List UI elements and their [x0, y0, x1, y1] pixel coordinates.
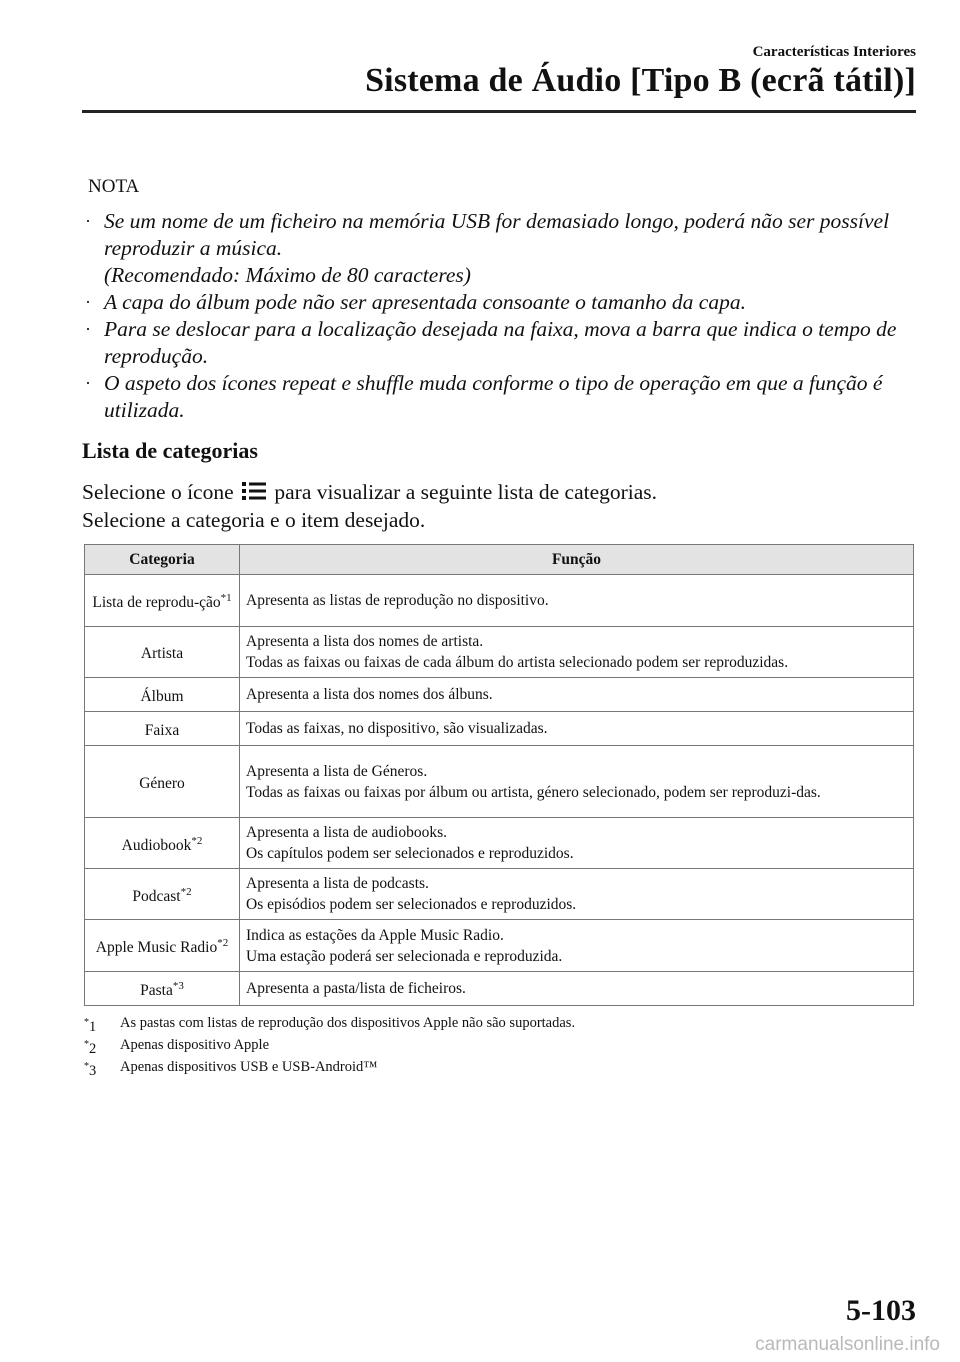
function-cell: Apresenta as listas de reprodução no dispositivo.: [240, 575, 914, 627]
page-title: Sistema de Áudio [Tipo B (ecrã tátil)]: [365, 62, 916, 99]
function-cell: Apresenta a pasta/lista de ficheiros.: [240, 972, 914, 1006]
function-cell: Indica as estações da Apple Music Radio. Uma estação poderá ser selecionada e reproduzida.: [240, 920, 914, 972]
watermark: carmanualsonline.info: [755, 1334, 940, 1355]
function-cell: Todas as faixas, no dispositivo, são visualizadas.: [240, 712, 914, 746]
bullet-icon: ·: [85, 211, 91, 231]
function-cell: Apresenta a lista dos nomes de artista. Todas as faixas ou faixas de cada álbum do artista selecionado podem ser reproduzidas.: [240, 627, 914, 678]
table-row: [85, 972, 914, 1006]
table-row: [85, 869, 914, 920]
category-cell: Artista: [85, 627, 240, 678]
list-icon: [241, 480, 267, 508]
page-number: 5-103: [846, 1294, 916, 1327]
table-row: [85, 920, 914, 972]
category-cell: Álbum: [85, 678, 240, 712]
footnote: *1 As pastas com listas de reprodução dos dispositivos Apple não são suportadas.: [84, 1015, 576, 1035]
category-table: [84, 544, 914, 1006]
bullet-icon: ·: [85, 373, 91, 393]
note-label: NOTA: [88, 176, 140, 197]
note-item: · Se um nome de um ficheiro na memória USB for demasiado longo, poderá não ser possível reproduzir a música. (Recomendado: Máximo de 80 caracteres): [85, 209, 890, 287]
function-cell: Apresenta a lista dos nomes dos álbuns.: [240, 678, 914, 712]
function-cell: Apresenta a lista de audiobooks. Os capítulos podem ser selecionados e reproduzidos.: [240, 818, 914, 869]
footnote: *3 Apenas dispositivos USB e USB-Android™: [84, 1059, 378, 1079]
footnote: *2 Apenas dispositivo Apple: [84, 1037, 270, 1057]
category-cell: Podcast$^{*2}$: [85, 869, 240, 920]
category-cell: Pasta$^{*3}$: [85, 972, 240, 1006]
bullet-icon: ·: [85, 319, 91, 339]
footnotes: [84, 1012, 575, 1078]
table-row: [85, 627, 914, 678]
category-cell: Faixa: [85, 712, 240, 746]
header-rule: [82, 110, 916, 113]
instruction-paragraph: Selecione o ícone para visualizar a seguinte lista de categorias.: [82, 480, 657, 508]
section-header: Características Interiores: [752, 44, 916, 60]
table-row: [85, 575, 914, 627]
table-row: [85, 712, 914, 746]
note-item: · Para se deslocar para a localização desejada na faixa, mova a barra que indica o tempo de reprodução.: [85, 317, 897, 368]
function-cell: Apresenta a lista de Géneros. Todas as faixas ou faixas por álbum ou artista, género selecionado, podem ser reproduzi-das.: [240, 746, 914, 818]
category-cell: Lista de reprodu-ção$^{*1}$: [85, 575, 240, 627]
bullet-icon: ·: [85, 292, 91, 312]
category-cell: Audiobook$^{*2}$: [85, 818, 240, 869]
table-row: [85, 678, 914, 712]
instruction-paragraph-2: Selecione a categoria e o item desejado.: [82, 508, 426, 532]
note-list: [80, 208, 930, 424]
function-cell: Apresenta a lista de podcasts. Os episódios podem ser selecionados e reproduzidos.: [240, 869, 914, 920]
section-title: Lista de categorias: [82, 438, 258, 463]
table-header-function: Função: [240, 545, 914, 575]
category-cell: Género: [85, 746, 240, 818]
table-row: [85, 818, 914, 869]
table-header-category: Categoria: [85, 545, 240, 575]
note-item: · A capa do álbum pode não ser apresentada consoante o tamanho da capa.: [85, 290, 746, 314]
note-item: · O aspeto dos ícones repeat e shuffle muda conforme o tipo de operação em que a função é utilizada.: [85, 371, 883, 422]
table-row: [85, 746, 914, 818]
category-cell: Apple Music Radio$^{*2}$: [85, 920, 240, 972]
